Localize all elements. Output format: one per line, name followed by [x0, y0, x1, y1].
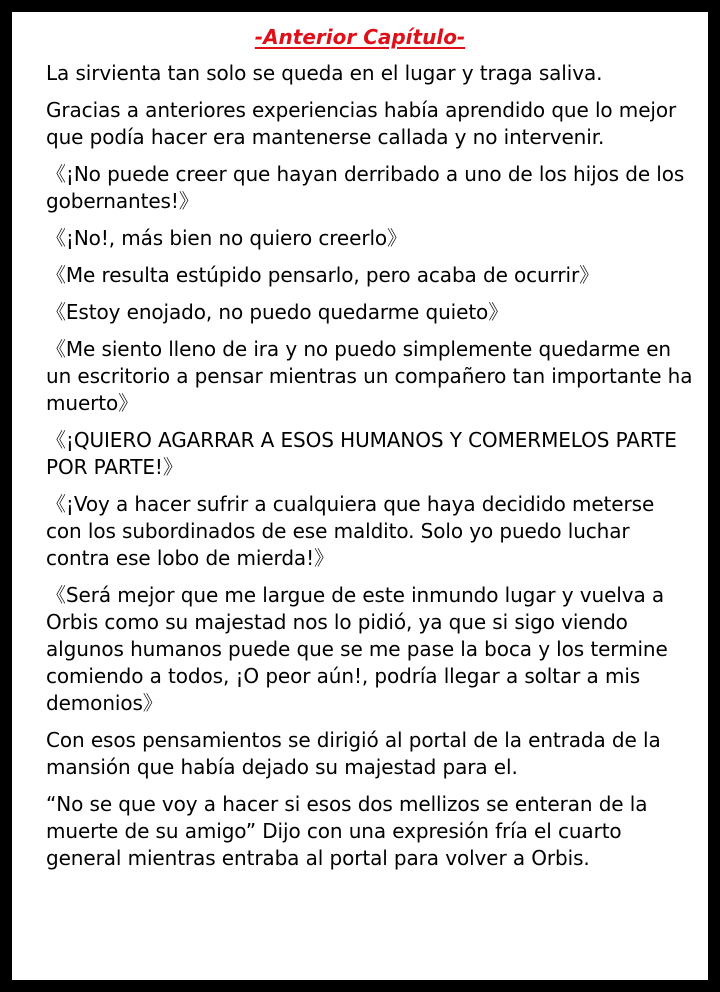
paragraph-10: 《Será mejor que me largue de este inmundo lugar y vuelva a Orbis como su majestad nos lo pidió, ya que si sigo viendo algunos humanos puede que se me pase la boca y los termine comiendo a todos, ¡O peor aún!, podría llegar a soltar a mis demonios》 [46, 583, 668, 715]
paragraph-11: Con esos pensamientos se dirigió al portal de la entrada de la mansión que había dejado su majestad para el. [46, 728, 661, 779]
paragraph-3: 《¡No puede creer que hayan derribado a uno de los hijos de los gobernantes!》 [46, 162, 685, 213]
paragraph-8: 《¡QUIERO AGARRAR A ESOS HUMANOS Y COMERMELOS PARTE POR PARTE!》 [46, 428, 677, 479]
document-page [12, 12, 708, 980]
paragraph-7: 《Me siento lleno de ira y no puedo simplemente quedarme en un escritorio a pensar mientras un compañero tan importante ha muerto》 [46, 337, 693, 415]
paragraph-4: 《¡No!, más bien no quiero creerlo》 [46, 226, 407, 250]
paragraph-9: 《¡Voy a hacer sufrir a cualquiera que haya decidido meterse con los subordinados de ese maldito. Solo yo puedo luchar contra ese lobo de mierda!》 [46, 492, 655, 570]
paragraph-1: La sirvienta tan solo se queda en el lugar y traga saliva. [46, 61, 603, 85]
paragraph-6: 《Estoy enojado, no puedo quedarme quieto》 [46, 300, 509, 324]
chapter-title: -Anterior Capítulo- [254, 25, 466, 49]
paragraph-12: “No se que voy a hacer si esos dos mellizos se enteran de la muerte de su amigo” Dijo con una expresión fría el cuarto general mientras entraba al portal para volver a Orbis. [46, 792, 648, 870]
paragraph-5: 《Me resulta estúpido pensarlo, pero acaba de ocurrir》 [46, 263, 600, 287]
document-body [46, 60, 694, 882]
paragraph-2: Gracias a anteriores experiencias había aprendido que lo mejor que podía hacer era mantenerse callada y no intervenir. [46, 98, 677, 149]
